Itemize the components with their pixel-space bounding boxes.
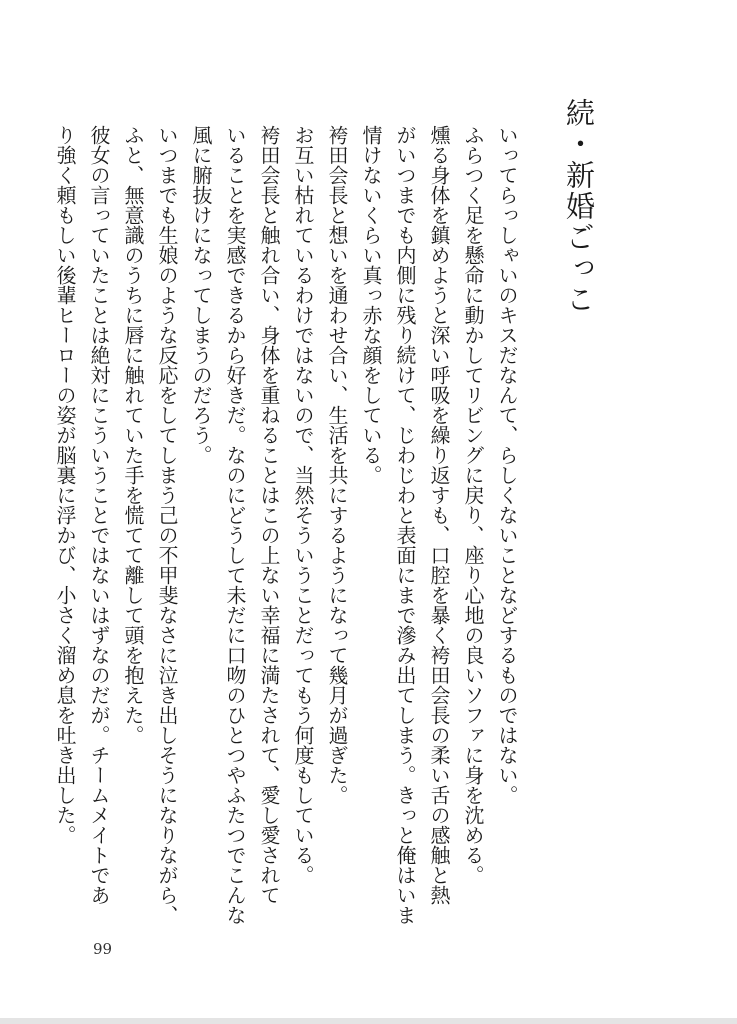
text-line: 彼女の言っていたことは絶対にこういうことではないはずなのだが。チームメイトであ	[87, 125, 111, 905]
text-line: 袴田会長と触れ合い、身体を重ねることはこの上ない幸福に満たされて、愛し愛されて	[257, 125, 281, 905]
text-line: 袴田会長と想いを通わせ合い、生活を共にするようになって幾月が過ぎた。	[325, 125, 349, 805]
text-line: 風に腑抜けになってしまうのだろう。	[189, 125, 213, 465]
text-line: ふらつく足を懸命に動かしてリビングに戻り、座り心地の良いソファに身を沈める。	[461, 125, 485, 885]
text-line: いることを実感できるから好きだ。なのにどうして未だに口吻のひとつやふたつでこんな	[223, 125, 247, 925]
text-line: がいつまでも内側に残り続けて、じわじわと表面にまで滲み出てしまう。きっと俺はいま	[393, 125, 417, 925]
page-bottom-edge	[0, 1018, 737, 1024]
text-line: お互い枯れているわけではないので、当然そういうことだってもう何度もしている。	[291, 125, 315, 885]
chapter-title: 続・新婚ごっこ	[562, 98, 596, 315]
text-line: 情けないくらい真っ赤な顔をしている。	[359, 125, 383, 485]
text-line: 燻る身体を鎮めようと深い呼吸を繰り返すも、口腔を暴く袴田会長の柔い舌の感触と熱	[427, 125, 451, 905]
text-line: いってらっしゃいのキスだなんて、らしくないことなどするものではない。	[495, 125, 519, 805]
page-number: 99	[93, 940, 113, 958]
text-line: いつまでも生娘のような反応をしてしまう己の不甲斐なさに泣き出しそうになりながら、	[155, 125, 179, 925]
body-text	[48, 125, 524, 925]
text-line: ふと、無意識のうちに唇に触れていた手を慌てて離して頭を抱えた。	[121, 125, 145, 745]
text-line: り強く頼もしい後輩ヒーローの姿が脳裏に浮かび、小さく溜め息を吐き出した。	[53, 125, 77, 845]
